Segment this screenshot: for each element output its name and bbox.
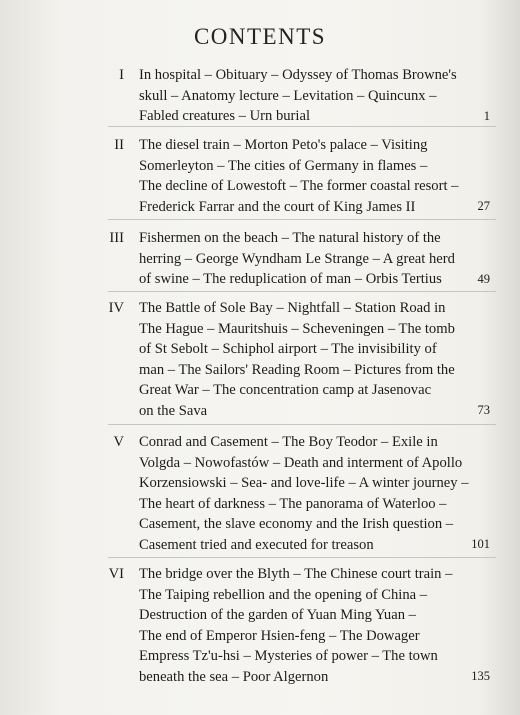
chapter-numeral: VI <box>108 566 124 582</box>
page-number: 49 <box>477 272 490 286</box>
summary-line: man – The Sailors' Reading Room – Pictures from the <box>139 361 455 378</box>
summary-line: Casement, the slave economy and the Irish question – <box>139 516 454 532</box>
summary-line: skull – Anatomy lecture – Levitation – Quincunx – <box>139 87 437 104</box>
chapter-numeral: II <box>114 137 124 153</box>
summary-line: Casement tried and executed for treason <box>139 536 374 553</box>
summary-line: The Hague – Mauritshuis – Scheveningen – The tomb <box>139 320 455 337</box>
summary-line: Fishermen on the beach – The natural history of the <box>139 230 441 246</box>
summary-line: The heart of darkness – The panorama of Waterloo – <box>139 495 447 512</box>
page-number: 27 <box>477 199 490 213</box>
chapter-summary <box>139 298 471 421</box>
summary-line: The decline of Lowestoft – The former coastal resort – <box>139 178 459 194</box>
summary-line: Somerleyton – The cities of Germany in flames – <box>139 157 428 174</box>
summary-line: herring – George Wyndham Le Strange – A great herd <box>139 250 455 267</box>
summary-line: Great War – The concentration camp at Jasenovac <box>139 382 432 398</box>
summary-line: Destruction of the garden of Yuan Ming Yuan – <box>139 607 416 623</box>
chapter-numeral: V <box>113 434 124 450</box>
summary-line: The Battle of Sole Bay – Nightfall – Station Road in <box>139 300 446 316</box>
summary-line: The diesel train – Morton Peto's palace – Visiting <box>139 137 428 153</box>
entry-divider <box>108 291 496 292</box>
chapter-numeral: IV <box>108 300 124 316</box>
summary-line: of St Sebolt – Schiphol airport – The invisibility of <box>139 341 437 357</box>
summary-line: The bridge over the Blyth – The Chinese court train – <box>139 566 453 582</box>
summary-line: beneath the sea – Poor Algernon <box>139 668 329 685</box>
page-number: 1 <box>483 109 490 123</box>
chapter-summary <box>139 564 471 687</box>
summary-line: Korzensiowski – Sea- and love-life – A winter journey – <box>139 475 469 491</box>
summary-line: In hospital – Obituary – Odyssey of Thomas Browne's <box>139 67 457 83</box>
summary-line: Empress Tz'u-hsi – Mysteries of power – The town <box>139 648 438 664</box>
page-number: 73 <box>477 403 490 417</box>
chapter-summary <box>139 432 471 555</box>
summary-line: on the Sava <box>139 402 208 419</box>
summary-line: The end of Emperor Hsien-feng – The Dowager <box>139 627 420 644</box>
chapter-numeral: I <box>119 67 124 83</box>
chapter-numeral: III <box>109 230 124 246</box>
entry-divider <box>108 126 496 127</box>
page-title: CONTENTS <box>193 24 327 49</box>
page-number: 101 <box>471 537 490 551</box>
chapter-summary <box>139 135 471 217</box>
entry-divider <box>108 219 496 220</box>
summary-line: Volgda – Nowofastów – Death and interment of Apollo <box>139 454 463 471</box>
summary-line: Frederick Farrar and the court of King James II <box>139 198 416 215</box>
summary-line: The Taiping rebellion and the opening of China – <box>139 586 428 603</box>
chapter-summary <box>139 65 471 127</box>
entry-divider <box>108 424 496 425</box>
summary-line: Conrad and Casement – The Boy Teodor – Exile in <box>139 434 438 450</box>
summary-line: of swine – The reduplication of man – Orbis Tertius <box>139 271 442 287</box>
entry-divider <box>108 557 496 558</box>
page-number: 135 <box>471 669 490 683</box>
summary-line: Fabled creatures – Urn burial <box>139 108 311 124</box>
chapter-summary <box>139 228 471 290</box>
